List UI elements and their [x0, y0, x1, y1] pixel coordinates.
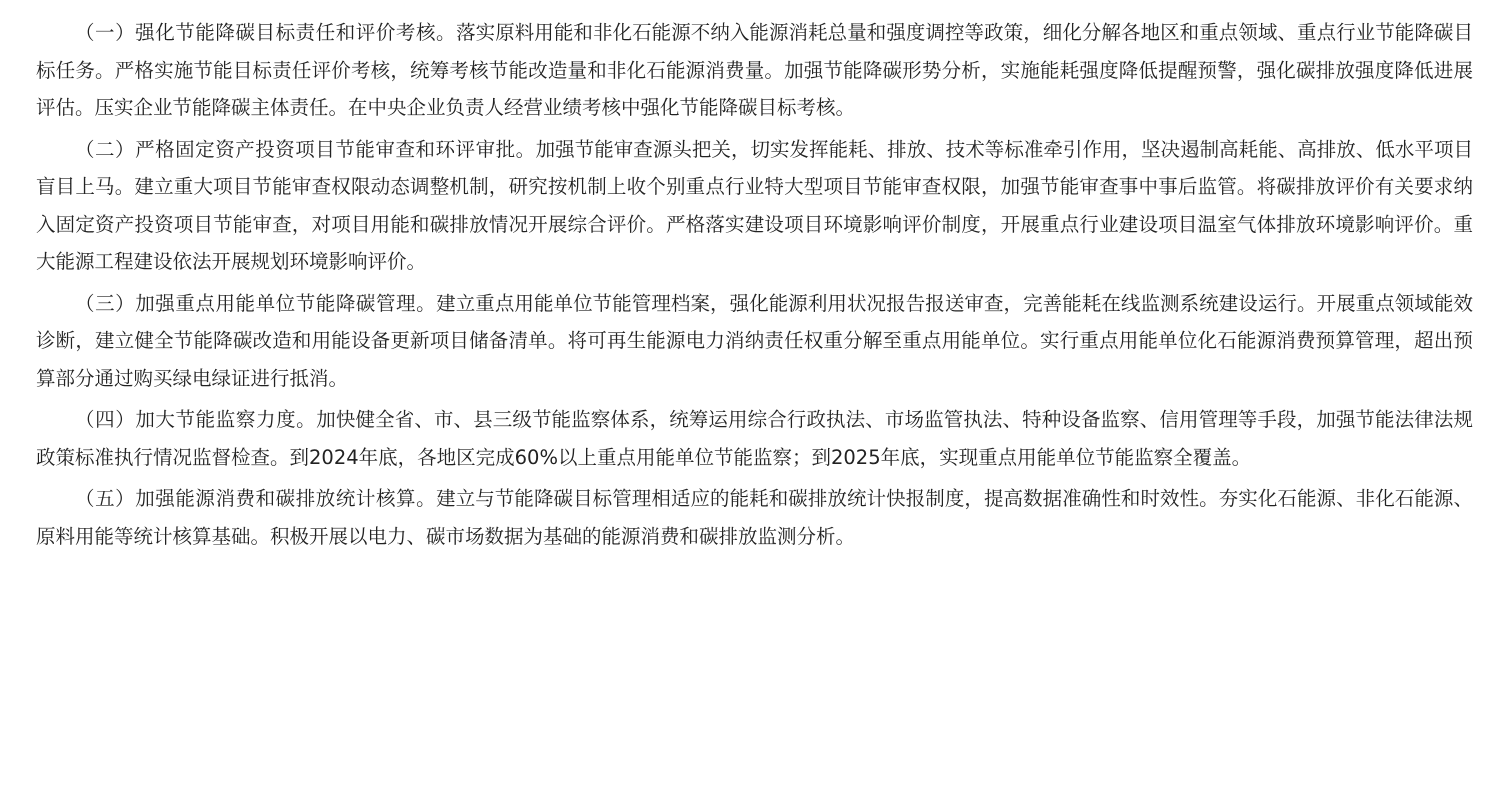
paragraph-5-body: 建立与节能降碳目标管理相适应的能耗和碳排放统计快报制度，提高数据准确性和时效性。夯实化石能源、非化石能源、原料用能等统计核算基础。积极开展以电力、碳市场数据为基础的能源消费和碳排放监测分析。: [36, 487, 1473, 548]
paragraph-3: [36, 285, 1473, 398]
paragraph-1: [36, 14, 1473, 127]
paragraph-3-heading: （三）加强重点用能单位节能降碳管理。: [75, 291, 437, 315]
paragraph-2-body: 加强节能审查源头把关，切实发挥能耗、排放、技术等标准牵引作用，坚决遏制高耗能、高排放、低水平项目盲目上马。建立重大项目节能审查权限动态调整机制，研究按机制上收个别重点行业特大型项目节能审查权限，加强节能审查事中事后监管。将碳排放评价有关要求纳入固定资产投资项目节能审查，对项目用能和碳排放情况开展综合评价。严格落实建设项目环境影响评价制度，开展重点行业建设项目温室气体排放环境影响评价。重大能源工程建设依法开展规划环境影响评价。: [36, 137, 1473, 273]
paragraph-1-heading: （一）强化节能降碳目标责任和评价考核。: [75, 21, 457, 44]
paragraph-1-body: 落实原料用能和非化石能源不纳入能源消耗总量和强度调控等政策，细化分解各地区和重点领域、重点行业节能降碳目标任务。严格实施节能目标责任评价考核，统筹考核节能改造量和非化石能源消费量。加强节能降碳形势分析，实施能耗强度降低提醒预警，强化碳排放强度降低进展评估。压实企业节能降碳主体责任。在中央企业负责人经营业绩考核中强化节能降碳目标考核。: [36, 21, 1473, 119]
paragraph-4: [36, 401, 1473, 476]
paragraph-5: [36, 480, 1473, 555]
paragraph-2: [36, 131, 1473, 281]
paragraph-4-body: 加快健全省、市、县三级节能监察体系，统筹运用综合行政执法、市场监管执法、特种设备监察、信用管理等手段，加强节能法律法规政策标准执行情况监督检查。到2024年底，各地区完成60%以上重点用能单位节能监察；到2025年底，实现重点用能单位节能监察全覆盖。: [36, 408, 1473, 469]
paragraph-4-heading: （四）加大节能监察力度。: [75, 408, 317, 431]
paragraph-5-heading: （五）加强能源消费和碳排放统计核算。: [75, 487, 437, 510]
paragraph-2-heading: （二）严格固定资产投资项目节能审查和环评审批。: [75, 137, 536, 161]
paragraph-3-body: 建立重点用能单位节能管理档案，强化能源利用状况报告报送审查，完善能耗在线监测系统建设运行。开展重点领域能效诊断，建立健全节能降碳改造和用能设备更新项目储备清单。将可再生能源电力消纳责任权重分解至重点用能单位。实行重点用能单位化石能源消费预算管理，超出预算部分通过购买绿电绿证进行抵消。: [36, 291, 1473, 390]
